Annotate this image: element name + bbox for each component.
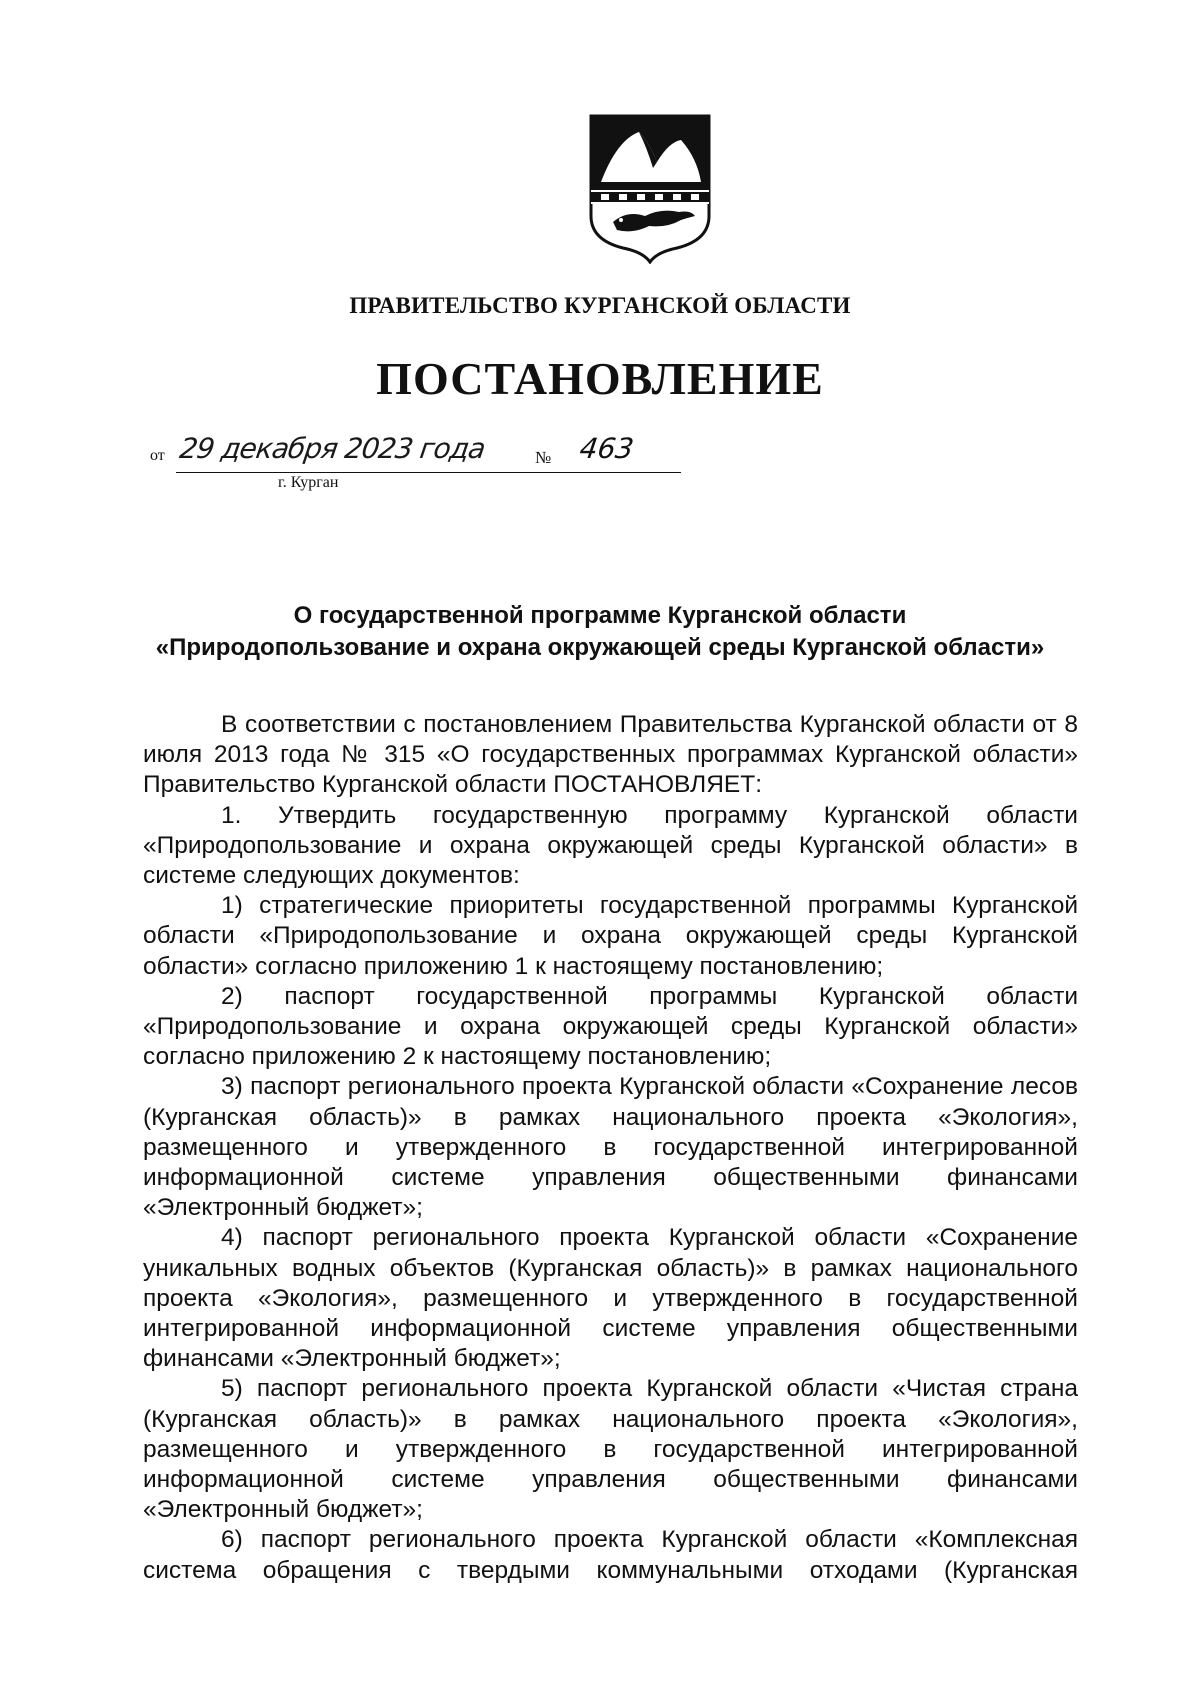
body-paragraph: 1. Утвердить государственную программу Курганской области «Природопользование и охрана окружающей среды Курганской области» в системе следующих документов: [143, 801, 1078, 890]
title-line-1: О государственной программе Курганской области [293, 602, 907, 629]
body-paragraph: 2) паспорт государственной программы Курганской области «Природопользование и охрана окружающей среды Курганской области» согласно приложению 2 к настоящему постановлению; [143, 982, 1078, 1071]
body-paragraph: 6) паспорт регионального проекта Курганской области «Комплексная система обращения с твердыми коммунальными отходами (Курганская [143, 1526, 1078, 1584]
handwritten-date: 29 декабря 2023 года [177, 432, 487, 465]
document-body [143, 710, 1078, 1586]
body-paragraph: 4) паспорт регионального проекта Курганской области «Сохранение уникальных водных объектов (Курганская область)» в рамках национального проекта «Экология», размещенного и утвержденного в государственной интегрированной информационной системе управления общественными финансами «Электронный бюджет»; [143, 1224, 1078, 1373]
title-line-2: «Природопользование и охрана окружающей среды Курганской области» [155, 634, 1045, 661]
date-prefix: от [150, 447, 165, 464]
number-underline [559, 472, 679, 473]
document-title [120, 600, 1080, 664]
body-paragraph: 1) стратегические приоритеты государственной программы Курганской области «Природопользование и охрана окружающей среды Курганской области» согласно приложению 1 к настоящему постановлению; [143, 892, 1078, 980]
coat-of-arms-icon [587, 112, 713, 264]
body-paragraph: 5) паспорт регионального проекта Курганской области «Чистая страна (Курганская область)» в рамках национального проекта «Экология», размещенного и утвержденного в государственной интегрированной информационной системе управления общественными финансами «Электронный бюджет»; [143, 1375, 1078, 1524]
date-number-block [150, 432, 710, 492]
document-type: ПОСТАНОВЛЕНИЕ [376, 353, 824, 404]
city-label: г. Курган [278, 474, 339, 491]
government-name: ПРАВИТЕЛЬСТВО КУРГАНСКОЙ ОБЛАСТИ [349, 293, 851, 318]
body-paragraph: 3) паспорт регионального проекта Курганской области «Сохранение лесов (Курганская область)» в рамках национального проекта «Экология», размещенного и утвержденного в государственной интегрированной информационной системе управления общественными финансами «Электронный бюджет»; [143, 1073, 1078, 1222]
handwritten-number: 463 [577, 432, 636, 465]
body-paragraph: В соответствии с постановлением Правительства Курганской области от 8 июля 2013 года № 315 «О государственных программах Курганской области» Правительство Курганской области ПОСТАНОВЛЯЕТ: [143, 711, 1078, 799]
number-prefix: № [535, 448, 552, 467]
